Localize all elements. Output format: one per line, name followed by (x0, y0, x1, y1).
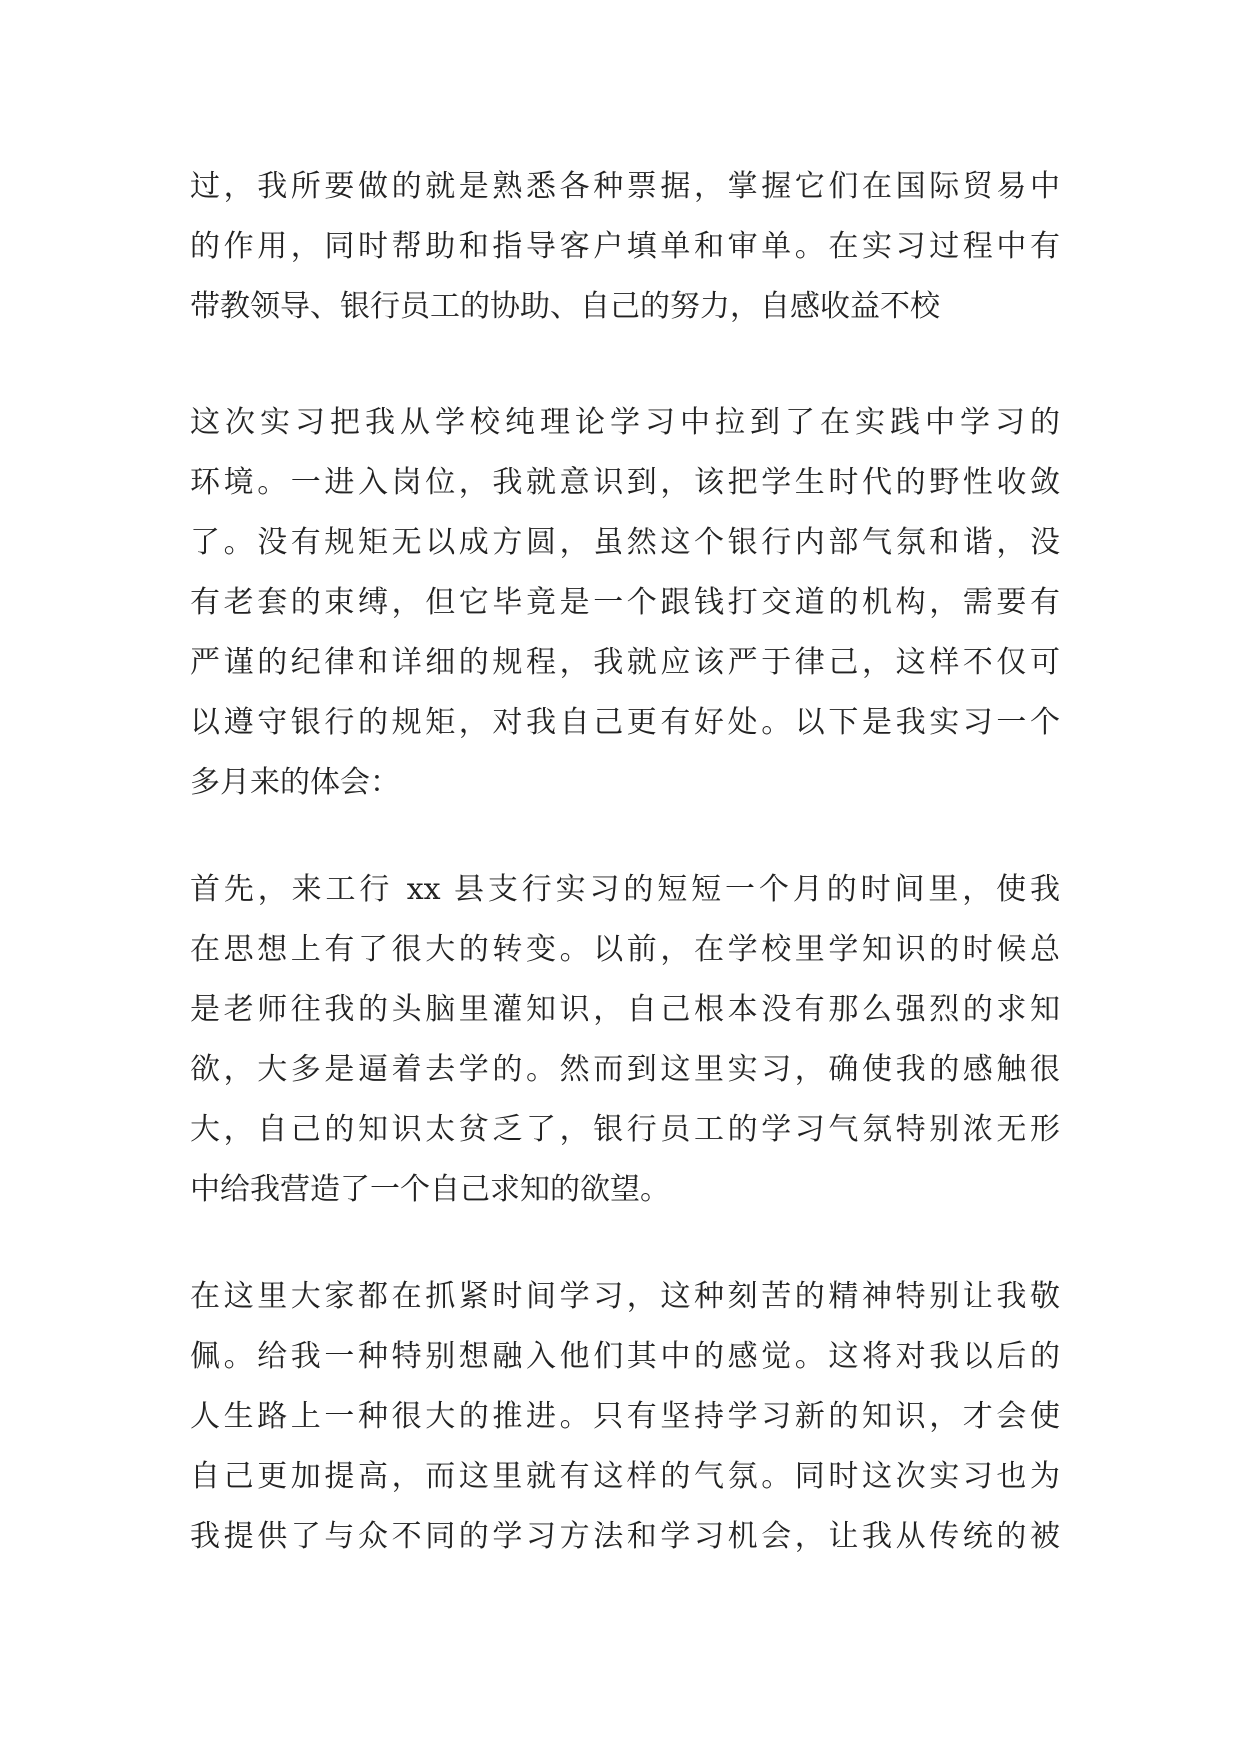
text-line: 人生路上一种很大的推进。只有坚持学习新的知识，才会使 (190, 1399, 1060, 1434)
text-line: 大，自己的知识太贫乏了，银行员工的学习气氛特别浓无形 (190, 1112, 1060, 1147)
text-line: 佩。给我一种特别想融入他们其中的感觉。这将对我以后的 (190, 1339, 1060, 1374)
text-line: 以遵守银行的规矩，对我自己更有好处。以下是我实习一个 (190, 705, 1060, 740)
text-line: 有老套的束缚，但它毕竟是一个跟钱打交道的机构，需要有 (190, 585, 1060, 620)
text-line: 在这里大家都在抓紧时间学习，这种刻苦的精神特别让我敬 (190, 1279, 1060, 1314)
text-line: 中给我营造了一个自己求知的欲望。 (190, 1172, 670, 1207)
text-line: 是老师往我的头脑里灌知识，自己根本没有那么强烈的求知 (190, 992, 1060, 1027)
text-line: 欲，大多是逼着去学的。然而到这里实习，确使我的感触很 (190, 1052, 1060, 1087)
text-line: 这次实习把我从学校纯理论学习中拉到了在实践中学习的 (190, 405, 1060, 440)
text-line: 首先，来工行 xx 县支行实习的短短一个月的时间里，使我 (190, 872, 1060, 907)
text-line: 我提供了与众不同的学习方法和学习机会，让我从传统的被 (190, 1519, 1060, 1554)
text-line: 严谨的纪律和详细的规程，我就应该严于律己，这样不仅可 (190, 645, 1060, 680)
text-line: 的作用，同时帮助和指导客户填单和审单。在实习过程中有 (190, 229, 1060, 264)
text-line: 在思想上有了很大的转变。以前，在学校里学知识的时候总 (190, 932, 1060, 967)
text-line: 了。没有规矩无以成方圆，虽然这个银行内部气氛和谐，没 (190, 525, 1060, 560)
paragraph-3 (190, 860, 1060, 1220)
text-line: 过，我所要做的就是熟悉各种票据，掌握它们在国际贸易中 (190, 169, 1060, 204)
text-line: 自己更加提高，而这里就有这样的气氛。同时这次实习也为 (190, 1459, 1060, 1494)
text-line: 多月来的体会： (190, 765, 400, 800)
text-line: 环境。一进入岗位，我就意识到，该把学生时代的野性收敛 (190, 465, 1060, 500)
paragraph-4 (190, 1267, 1060, 1567)
paragraph-1 (190, 157, 1060, 337)
text-line: 带教领导、银行员工的协助、自己的努力，自感收益不校 (190, 289, 940, 324)
paragraph-2 (190, 393, 1060, 813)
